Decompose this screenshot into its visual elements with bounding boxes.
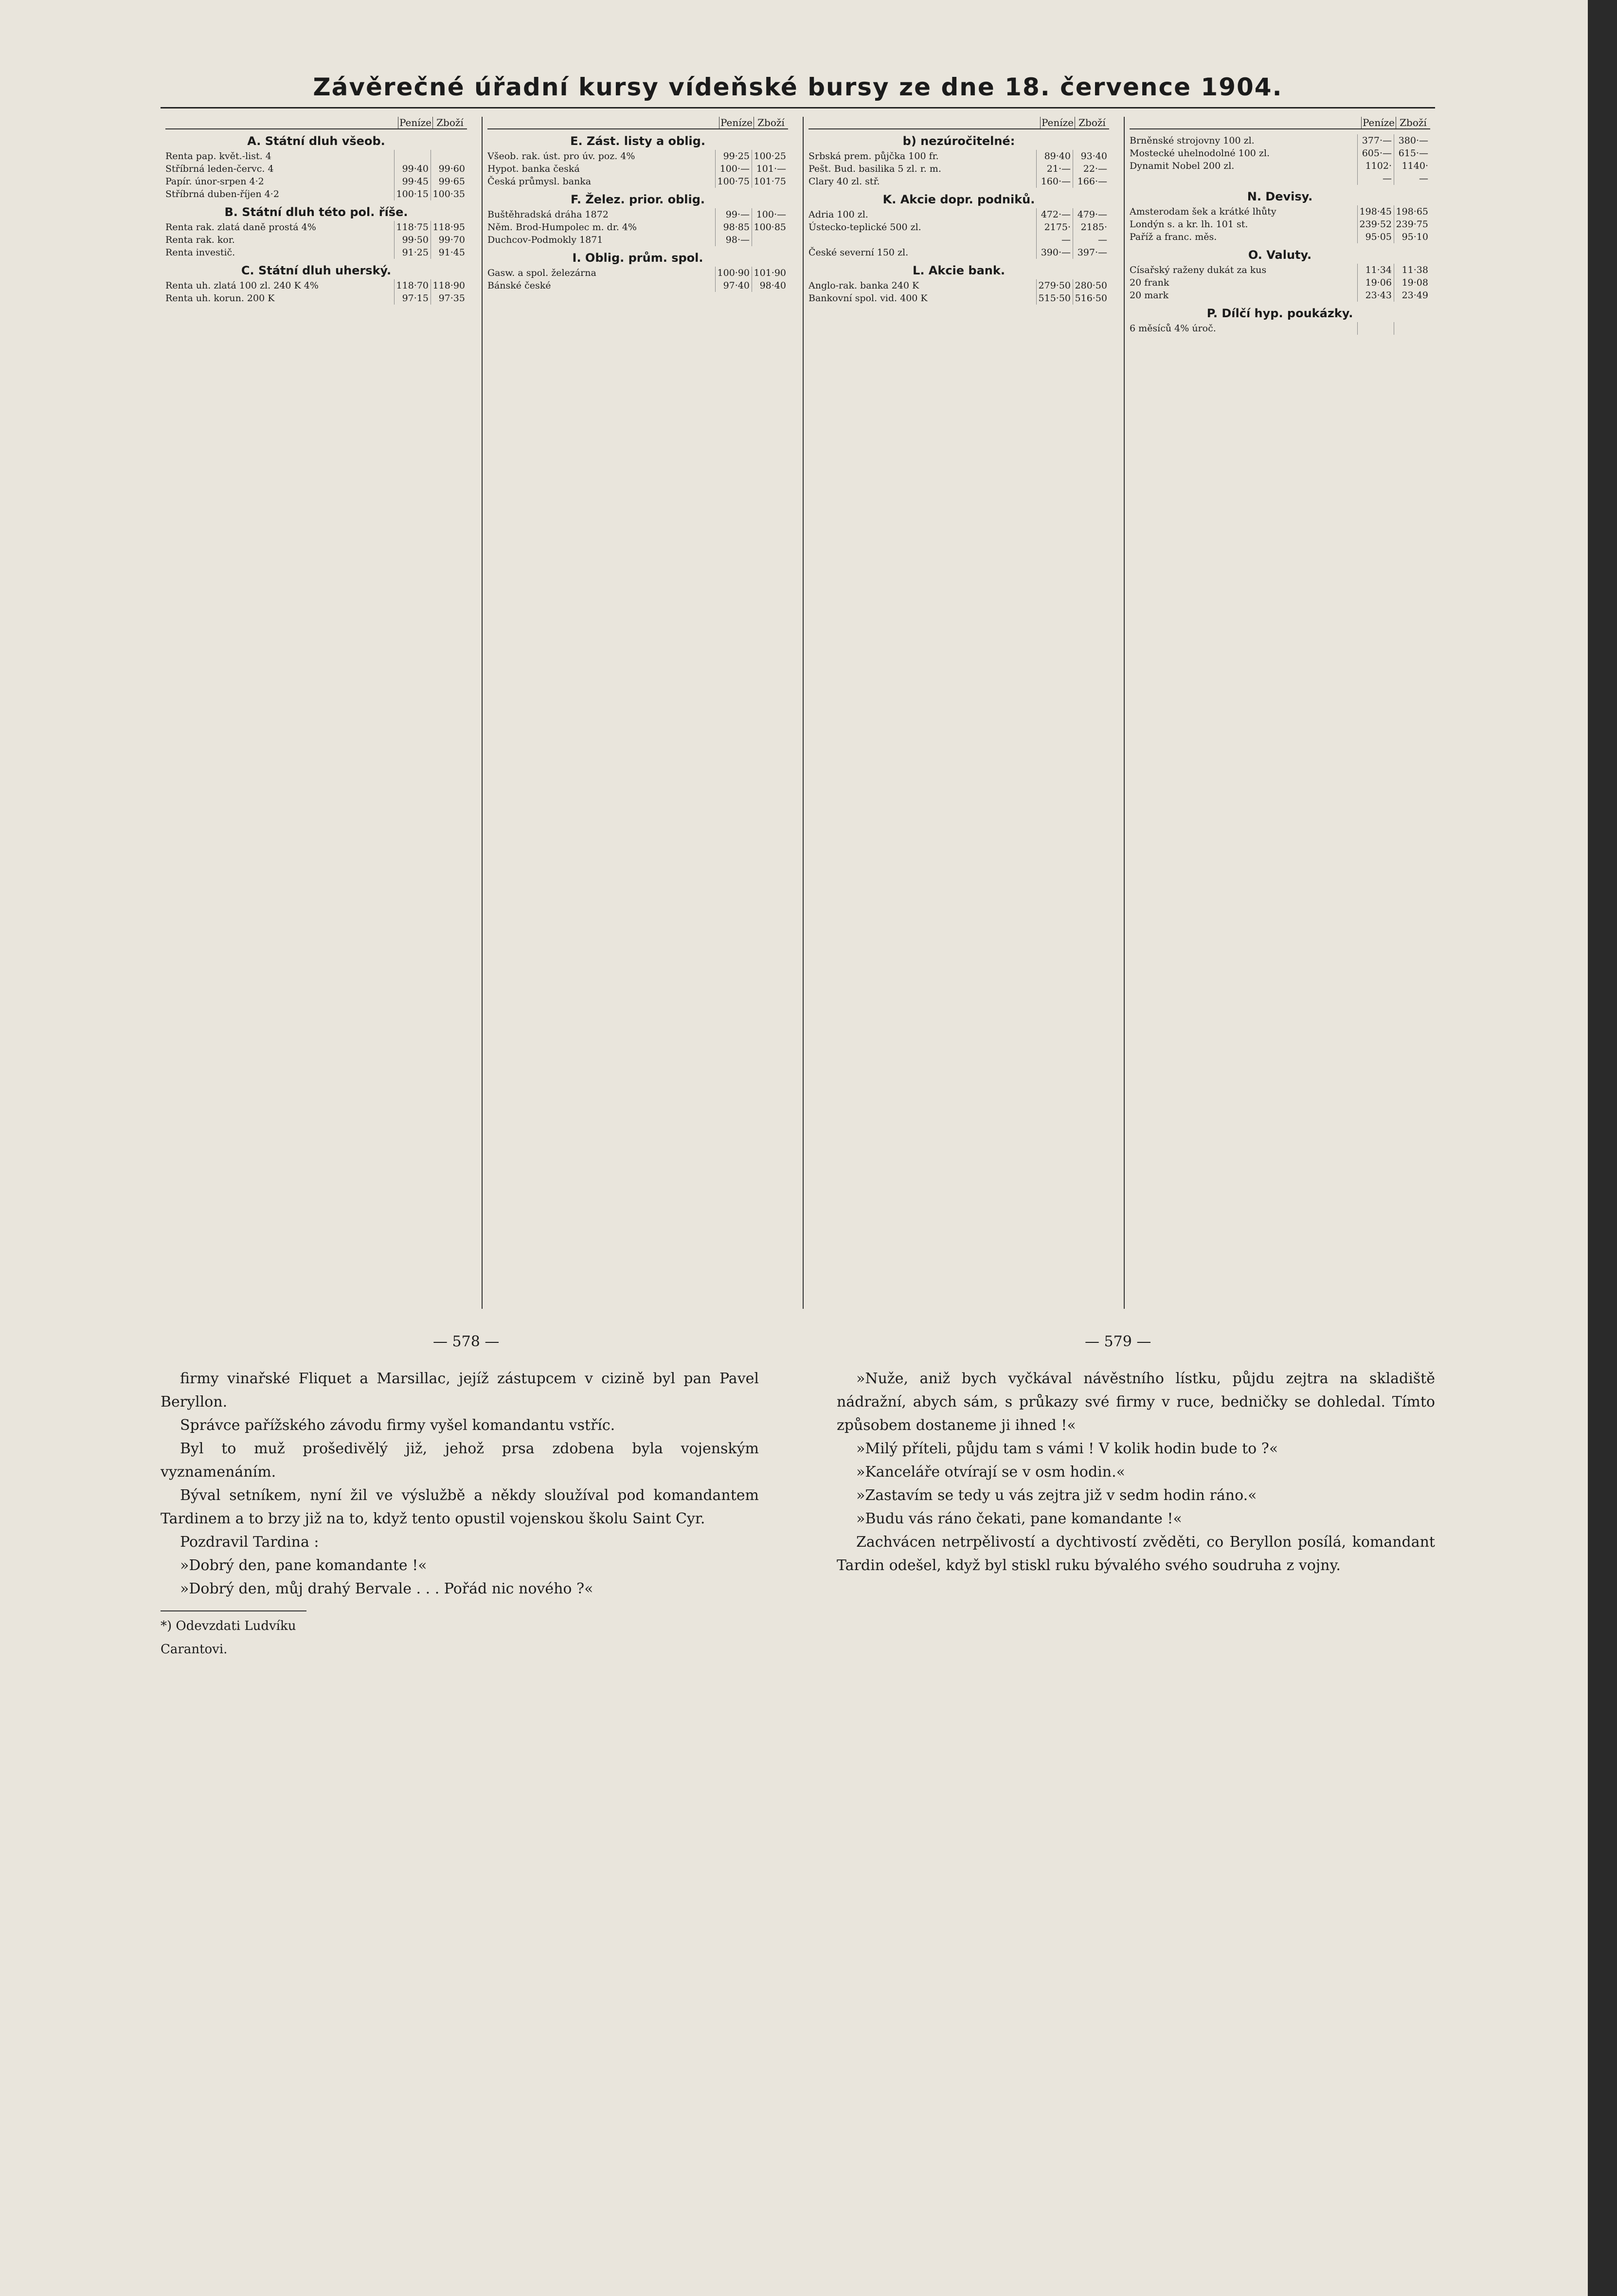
money-price: 160·— <box>1036 175 1073 188</box>
security-name: Renta rak. kor. <box>165 235 235 245</box>
table-row <box>808 221 1109 246</box>
money-price: 99·— <box>715 208 752 221</box>
goods-price: 93·40 <box>1073 150 1109 163</box>
goods-price: 2185·— <box>1073 221 1109 246</box>
paragraph: Býval setníkem, nyní žil ve výslužbě a někdy sloužíval pod komandantem Tardinem a to brzy již na to, když tento opustil vojenskou školu Saint Cyr. <box>161 1487 759 1527</box>
section-heading: K. Akcie dopr. podniků. <box>882 193 1035 206</box>
footnote: *) Odevzdati Ludvíku Carantovi. <box>161 1610 306 1661</box>
goods-price: 98·40 <box>752 279 788 292</box>
section-heading: P. Dílčí hyp. poukázky. <box>1206 307 1353 320</box>
table-column <box>1124 117 1435 1309</box>
scan-edge <box>1588 0 1617 2296</box>
money-price: 118·70 <box>394 279 431 292</box>
column-header-label: Zboží <box>1075 117 1109 128</box>
money-price: 605·— <box>1357 147 1394 160</box>
goods-price: 615·— <box>1394 147 1430 160</box>
paragraph: firmy vinařské Fliquet a Marsillac, jejíž zástupcem v cizině byl pan Pavel Beryllon. <box>161 1370 759 1410</box>
section-heading: F. Želez. prior. oblig. <box>571 193 705 206</box>
table-row <box>1130 160 1430 185</box>
table-row <box>808 279 1109 292</box>
table-row <box>165 279 467 292</box>
goods-price: 101·75 <box>752 175 788 188</box>
security-name: Ústecko-teplické 500 zl. <box>808 222 921 233</box>
column-header-label: Zboží <box>754 117 788 128</box>
goods-price: 397·— <box>1073 246 1109 259</box>
column-header-label: Peníze <box>719 117 754 128</box>
money-price: 198·45 <box>1357 205 1394 218</box>
money-price: 515·50 <box>1036 292 1073 305</box>
goods-price: 479·— <box>1073 208 1109 221</box>
column-header-label: Peníze <box>1361 117 1396 128</box>
money-price: 100·— <box>715 163 752 175</box>
table-row <box>1130 147 1430 160</box>
security-name: Něm. Brod-Humpolec m. dr. 4% <box>487 222 637 233</box>
goods-price: 516·50 <box>1073 292 1109 305</box>
goods-price <box>1394 322 1430 335</box>
money-price: 390·— <box>1036 246 1073 259</box>
money-price: 239·52 <box>1357 218 1394 231</box>
goods-price: 380·— <box>1394 134 1430 147</box>
money-price: 98·85 <box>715 221 752 234</box>
security-name: Všeob. rak. úst. pro úv. poz. 4% <box>487 151 635 162</box>
security-name: Renta pap. květ.-list. 4 <box>165 151 271 162</box>
table-row <box>165 221 467 234</box>
table-row <box>808 175 1109 188</box>
security-name: Srbská prem. půjčka 100 fr. <box>808 151 939 162</box>
money-price: 377·— <box>1357 134 1394 147</box>
paragraph: Zachvácen netrpělivostí a dychtivostí zvěděti, co Beryllon posílá, komandant Tardin odešel, když byl stiskl ruku bývalého svého soudruha z vojny. <box>837 1534 1435 1574</box>
security-name: Pešt. Bud. basilika 5 zl. r. m. <box>808 163 941 174</box>
page-title: Závěrečné úřadní kursy vídeňské bursy ze dne 18. července 1904. <box>161 73 1435 108</box>
money-price: 21·— <box>1036 163 1073 175</box>
security-name: Anglo-rak. banka 240 K <box>808 280 919 291</box>
money-price: 100·90 <box>715 267 752 279</box>
table-row <box>165 246 467 259</box>
security-name: Brněnské strojovny 100 zl. <box>1130 135 1255 146</box>
money-price: 95·05 <box>1357 231 1394 243</box>
money-price <box>1357 322 1394 335</box>
security-name: Amsterodam šek a krátké lhůty <box>1130 206 1276 217</box>
security-name: Adria 100 zl. <box>808 209 868 220</box>
table-row <box>808 163 1109 175</box>
goods-price: 97·35 <box>431 292 467 305</box>
table-row <box>808 292 1109 305</box>
table-row <box>1130 134 1430 147</box>
table-column <box>161 117 472 1309</box>
paragraph: Správce pařížského závodu firmy vyšel komandantu vstříc. <box>180 1417 615 1434</box>
goods-price: 280·50 <box>1073 279 1109 292</box>
table-row <box>1130 322 1430 335</box>
table-row <box>487 267 788 279</box>
goods-price: 11·38 <box>1394 264 1430 276</box>
security-name: Papír. únor-srpen 4·2 <box>165 176 264 187</box>
security-name: Paříž a franc. měs. <box>1130 232 1217 242</box>
table-row <box>165 234 467 246</box>
section-heading: E. Zást. listy a oblig. <box>570 134 705 148</box>
money-price: 472·— <box>1036 208 1073 221</box>
security-name: 20 mark <box>1130 290 1169 301</box>
article-left <box>161 1367 759 1661</box>
goods-price: 198·65 <box>1394 205 1430 218</box>
section-heading: C. Státní dluh uherský. <box>241 264 392 277</box>
paragraph: »Kanceláře otvírají se v osm hodin.« <box>856 1464 1125 1481</box>
column-header <box>165 117 467 129</box>
paragraph: »Budu vás ráno čekati, pane komandante !« <box>856 1510 1182 1527</box>
security-name: Renta rak. zlatá daně prostá 4% <box>165 222 316 233</box>
goods-price <box>431 150 467 163</box>
goods-price: 99·60 <box>431 163 467 175</box>
goods-price: 1140·— <box>1394 160 1430 185</box>
column-header-label: Peníze <box>1040 117 1075 128</box>
goods-price: 100·— <box>752 208 788 221</box>
table-row <box>165 188 467 200</box>
table-row <box>165 175 467 188</box>
security-name: České severní 150 zl. <box>808 247 909 258</box>
security-name: Renta uh. korun. 200 K <box>165 293 275 304</box>
money-price: 99·45 <box>394 175 431 188</box>
security-name: 6 měsíců 4% úroč. <box>1130 323 1216 334</box>
security-name: Česká průmysl. banka <box>487 176 592 187</box>
table-row <box>487 150 788 163</box>
table-row <box>487 279 788 292</box>
money-price: 1102·— <box>1357 160 1394 185</box>
table-row <box>165 163 467 175</box>
table-row <box>808 246 1109 259</box>
table-row <box>1130 276 1430 289</box>
goods-price: 100·35 <box>431 188 467 200</box>
section-heading: b) nezúročitelné: <box>902 134 1015 148</box>
money-price: 89·40 <box>1036 150 1073 163</box>
table-row <box>808 150 1109 163</box>
money-price: 2175·— <box>1036 221 1073 246</box>
security-name: Mostecké uhelnodolné 100 zl. <box>1130 148 1270 159</box>
security-name: Stříbrná leden-červc. 4 <box>165 163 274 174</box>
paragraph: »Nuže, aniž bych vyčkával návěstního lístku, půjdu zejtra na skladiště nádražní, abych sám, s průkazy své firmy v ruce, bedničky se dohledal. Tímto způsobem dostaneme ji ihned !« <box>837 1370 1435 1434</box>
security-name: Dynamit Nobel 200 zl. <box>1130 161 1235 171</box>
goods-price: 22·— <box>1073 163 1109 175</box>
table-row <box>487 175 788 188</box>
security-name: Císařský raženy dukát za kus <box>1130 265 1267 275</box>
money-price: 97·15 <box>394 292 431 305</box>
table-row <box>1130 231 1430 243</box>
money-price: 100·15 <box>394 188 431 200</box>
table-row <box>165 292 467 305</box>
column-header <box>487 117 788 129</box>
money-price: 19·06 <box>1357 276 1394 289</box>
table-row <box>808 208 1109 221</box>
column-header-label: Zboží <box>432 117 467 128</box>
money-price: 118·75 <box>394 221 431 234</box>
table-row <box>1130 218 1430 231</box>
goods-price: 99·70 <box>431 234 467 246</box>
security-name: Buštěhradská dráha 1872 <box>487 209 609 220</box>
money-price <box>394 150 431 163</box>
table-row <box>487 221 788 234</box>
table-row <box>1130 205 1430 218</box>
security-name: Hypot. banka česká <box>487 163 580 174</box>
money-price: 100·75 <box>715 175 752 188</box>
paragraph: »Zastavím se tedy u vás zejtra již v sedm hodin ráno.« <box>856 1487 1257 1504</box>
paragraph: »Dobrý den, pane komandante !« <box>180 1557 427 1574</box>
goods-price: 166·— <box>1073 175 1109 188</box>
security-name: Londýn s. a kr. lh. 101 st. <box>1130 219 1248 230</box>
goods-price: 19·08 <box>1394 276 1430 289</box>
goods-price: 118·90 <box>431 279 467 292</box>
security-name: 20 frank <box>1130 277 1169 288</box>
security-name: Clary 40 zl. stř. <box>808 176 880 187</box>
security-name: Bankovní spol. vid. 400 K <box>808 293 928 304</box>
money-price: 23·43 <box>1357 289 1394 302</box>
newspaper-page <box>161 73 1435 2238</box>
paragraph: Byl to muž prošedivělý již, jehož prsa zdobena byla vojenským vyznamenáním. <box>161 1440 759 1481</box>
section-heading: N. Devisy. <box>1247 190 1313 203</box>
column-header <box>1130 117 1430 129</box>
table-row <box>487 234 788 246</box>
security-name: Renta uh. zlatá 100 zl. 240 K 4% <box>165 280 319 291</box>
table-row <box>487 163 788 175</box>
security-name: Duchcov-Podmokly 1871 <box>487 235 603 245</box>
money-price: 97·40 <box>715 279 752 292</box>
table-column <box>803 117 1114 1309</box>
section-heading: L. Akcie bank. <box>913 264 1005 277</box>
table-row <box>165 150 467 163</box>
security-name: Stříbrná duben-říjen 4·2 <box>165 189 279 199</box>
section-heading: B. Státní dluh této pol. říše. <box>224 205 408 219</box>
security-name: Bánské české <box>487 280 551 291</box>
section-heading: I. Oblig. prům. spol. <box>572 251 703 265</box>
money-price: 99·50 <box>394 234 431 246</box>
money-price: 98·— <box>715 234 752 246</box>
section-heading: O. Valuty. <box>1248 248 1312 262</box>
table-row <box>1130 289 1430 302</box>
money-price: 91·25 <box>394 246 431 259</box>
goods-price: 91·45 <box>431 246 467 259</box>
column-header <box>808 117 1109 129</box>
paragraph: »Dobrý den, můj drahý Bervale . . . Pořád nic nového ?« <box>180 1580 593 1597</box>
goods-price: 23·49 <box>1394 289 1430 302</box>
goods-price: 101·90 <box>752 267 788 279</box>
goods-price: 100·85 <box>752 221 788 234</box>
section-heading: A. Státní dluh všeob. <box>247 134 385 148</box>
paragraph: »Milý příteli, půjdu tam s vámi ! V kolik hodin bude to ?« <box>856 1440 1278 1457</box>
security-name: Gasw. a spol. železárna <box>487 268 596 278</box>
page-number-right: — 579 — <box>1085 1333 1151 1350</box>
paragraph: Pozdravil Tardina : <box>180 1534 319 1551</box>
goods-price: 95·10 <box>1394 231 1430 243</box>
goods-price: 100·25 <box>752 150 788 163</box>
money-price: 99·40 <box>394 163 431 175</box>
security-name: Renta investič. <box>165 247 235 258</box>
article-right <box>837 1367 1435 1577</box>
column-header-label: Zboží <box>1396 117 1430 128</box>
column-header-label: Peníze <box>398 117 432 128</box>
money-price: 11·34 <box>1357 264 1394 276</box>
money-price: 279·50 <box>1036 279 1073 292</box>
stock-tables <box>161 117 1435 1309</box>
goods-price: 239·75 <box>1394 218 1430 231</box>
table-row <box>487 208 788 221</box>
money-price: 99·25 <box>715 150 752 163</box>
goods-price <box>752 234 788 246</box>
goods-price: 101·— <box>752 163 788 175</box>
goods-price: 118·95 <box>431 221 467 234</box>
goods-price: 99·65 <box>431 175 467 188</box>
table-column <box>482 117 793 1309</box>
page-number-left: — 578 — <box>433 1333 500 1350</box>
table-row <box>1130 264 1430 276</box>
